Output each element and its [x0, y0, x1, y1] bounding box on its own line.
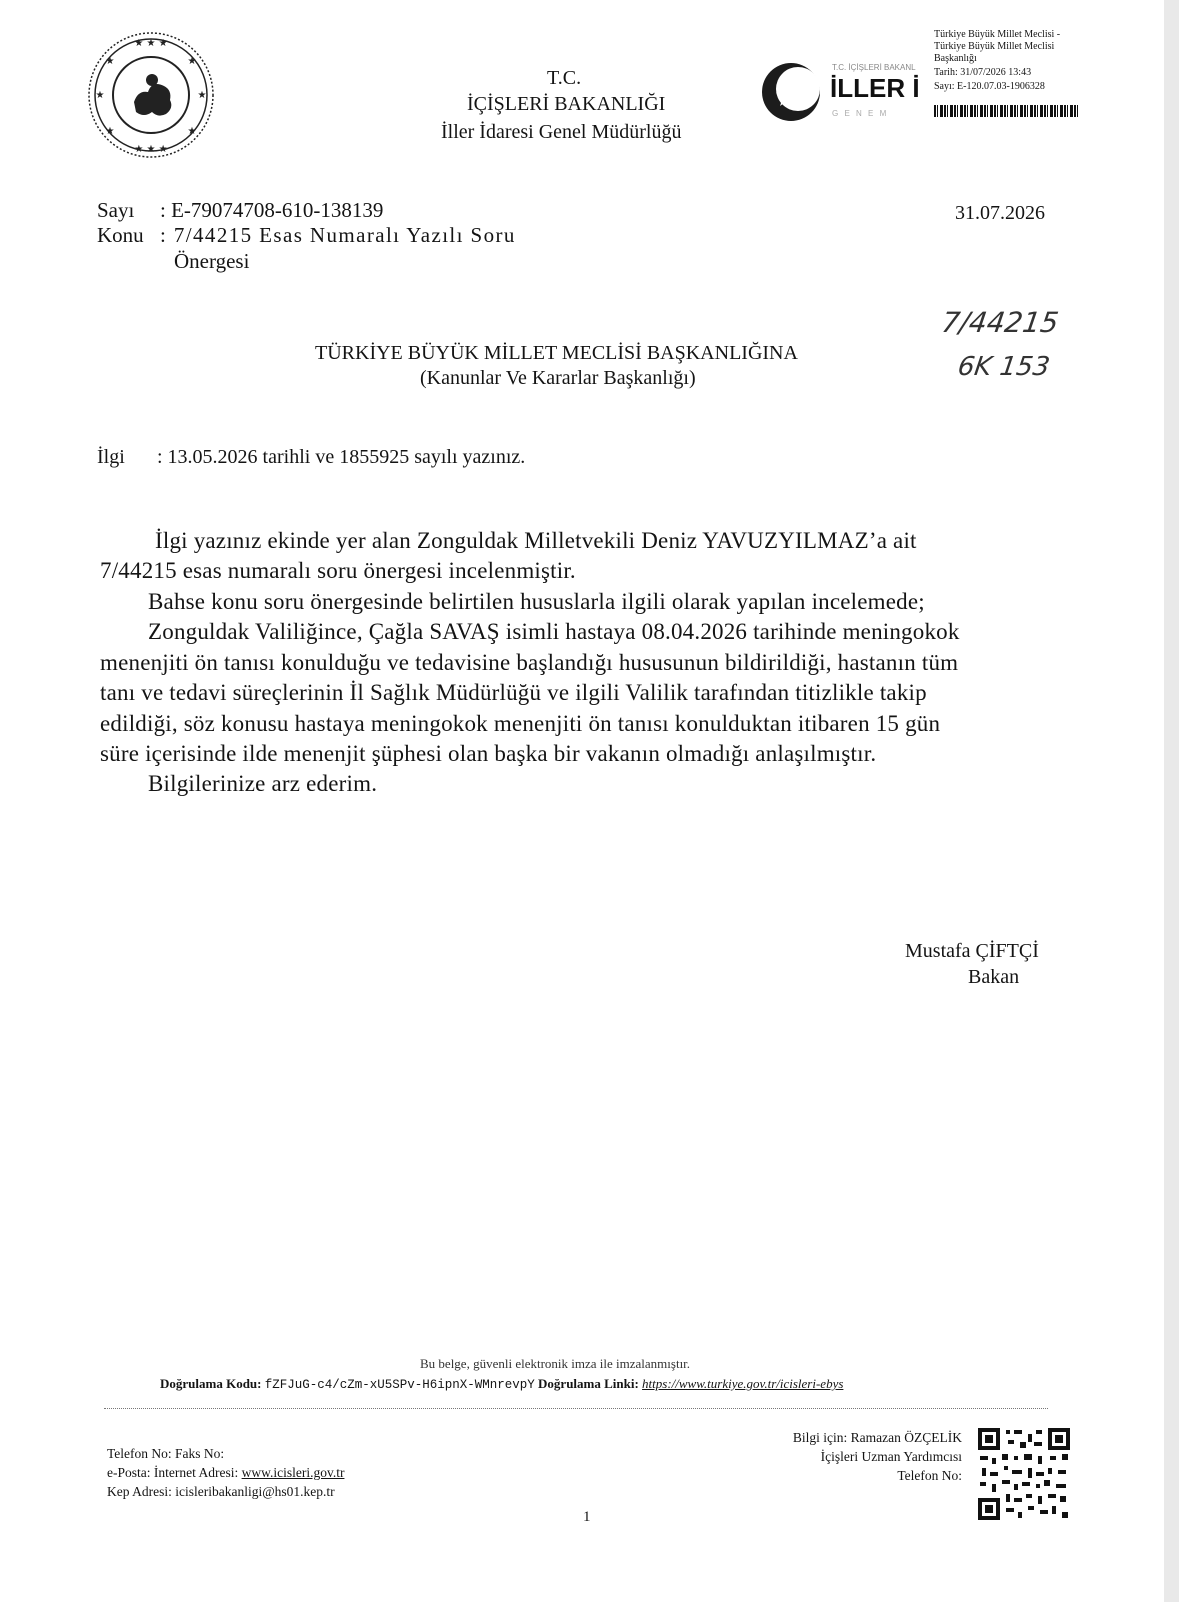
sayi-value: : E-79074708-610-138139 — [160, 198, 384, 222]
body-line: menenjiti ön tanısı konulduğu ve tedavisine başlandığı hususunun bildirildiği, hastanın tüm — [100, 650, 959, 675]
stamp-line3: Başkanlığı — [934, 53, 977, 64]
qr-code-icon — [978, 1428, 1070, 1520]
handwritten-code: 6K 153 — [955, 352, 1052, 382]
svg-text:★: ★ — [187, 126, 197, 137]
header-tc: T.C. — [547, 67, 582, 89]
svg-text:★: ★ — [95, 90, 105, 101]
body-line: Bilgilerinize arz ederim. — [148, 771, 378, 796]
ilgi-value: : 13.05.2026 tarihli ve 1855925 sayılı yazınız. — [157, 446, 526, 468]
stamp-logo-sub: G E N E M — [832, 109, 889, 118]
verification-link[interactable]: https://www.turkiye.gov.tr/icisleri-ebys — [642, 1376, 844, 1391]
body-line: Zonguldak Valiliğince, Çağla SAVAŞ isimli hastaya 08.04.2026 tarihinde meningokok — [148, 619, 960, 644]
sayi-label: Sayı — [97, 198, 135, 222]
esign-notice: Bu belge, güvenli elektronik imza ile imzalanmıştır. — [420, 1356, 691, 1371]
document-date: 31.07.2026 — [955, 202, 1045, 224]
verification-code-label: Doğrulama Kodu: — [160, 1376, 262, 1391]
stamp-line2: Türkiye Büyük Millet Meclisi — [934, 41, 1055, 52]
ilgi-label: İlgi — [97, 446, 125, 468]
stamp-logo-small: T.C. İÇİŞLERİ BAKANL — [832, 63, 916, 72]
footer-phone: Telefon No: Faks No: — [107, 1446, 225, 1461]
svg-text:★ ★ ★: ★ ★ ★ — [134, 144, 168, 155]
konu-label: Konu — [97, 223, 144, 247]
stamp-line5: Sayı: E-120.07.03-1906328 — [934, 81, 1045, 92]
contact-name: Bilgi için: Ramazan ÖZÇELİK — [792, 1430, 962, 1445]
body-line: İlgi yazınız ekinde yer alan Zonguldak Milletvekili Deniz YAVUZYILMAZ’a ait — [155, 528, 917, 553]
body-line: süre içerisinde ilde menenjit şüphesi olan başka bir vakanın olmadığı anlaşılmıştır. — [100, 741, 877, 766]
stamp-barcode — [934, 105, 1080, 117]
stamp-logo-icon — [760, 61, 822, 123]
header-directorate: İller İdaresi Genel Müdürlüğü — [441, 121, 682, 143]
konu-value-cont: Önergesi — [174, 249, 250, 273]
footer-web-link[interactable]: www.icisleri.gov.tr — [241, 1465, 345, 1480]
signatory-name: Mustafa ÇİFTÇİ — [905, 940, 1039, 962]
recipient-title: TÜRKİYE BÜYÜK MİLLET MECLİSİ BAŞKANLIĞINA — [315, 342, 798, 364]
footer-divider — [104, 1408, 1048, 1409]
stamp-line4: Tarih: 31/07/2026 13:43 — [934, 67, 1032, 78]
body-line: tanı ve tedavi süreçlerinin İl Sağlık Müdürlüğü ve ilgili Valilik tarafından titizlikle takip — [100, 680, 927, 705]
svg-text:★ ★ ★: ★ ★ ★ — [134, 38, 168, 49]
body-line: Bahse konu soru önergesinde belirtilen hususlarla ilgili olarak yapılan incelemede; — [148, 589, 925, 614]
header-ministry: İÇİŞLERİ BAKANLIĞI — [467, 93, 666, 115]
footer-eposta — [107, 1465, 344, 1481]
svg-text:★: ★ — [105, 126, 115, 137]
footer-eposta-label: e-Posta: İnternet Adresi: — [107, 1465, 239, 1480]
konu-value: : 7/44215 Esas Numaralı Yazılı Soru — [160, 223, 516, 247]
signatory-title: Bakan — [968, 966, 1020, 988]
handwritten-number: 7/44215 — [939, 306, 1061, 339]
receipt-stamp — [760, 25, 1100, 130]
footer-kep: Kep Adresi: icisleribakanligi@hs01.kep.tr — [107, 1484, 335, 1499]
page-number: 1 — [583, 1509, 591, 1525]
svg-text:★: ★ — [105, 56, 115, 67]
verification-code: fZFJuG-c4/cZm-xU5SPv-H6ipnX-WMnrevpY — [264, 1378, 535, 1392]
contact-phone: Telefon No: — [897, 1468, 962, 1483]
contact-title: İçişleri Uzman Yardımcısı — [820, 1449, 962, 1464]
svg-text:★: ★ — [187, 56, 197, 67]
verification-row — [160, 1376, 843, 1392]
recipient-subtitle: (Kanunlar Ve Kararlar Başkanlığı) — [420, 367, 696, 389]
contact-info — [700, 1428, 962, 1485]
stamp-logo-text: İLLER İ — [830, 73, 920, 103]
body-line: edildiği, söz konusu hastaya meningokok menenjiti ön tanısı konulduktan itibaren 15 gün — [100, 711, 941, 736]
svg-text:★: ★ — [197, 90, 207, 101]
stamp-line1: Türkiye Büyük Millet Meclisi - — [934, 29, 1061, 40]
body-line: 7/44215 esas numaralı soru önergesi incelenmiştir. — [100, 558, 576, 583]
seal-icon — [86, 30, 216, 160]
verification-link-label: Doğrulama Linki: — [538, 1376, 639, 1391]
